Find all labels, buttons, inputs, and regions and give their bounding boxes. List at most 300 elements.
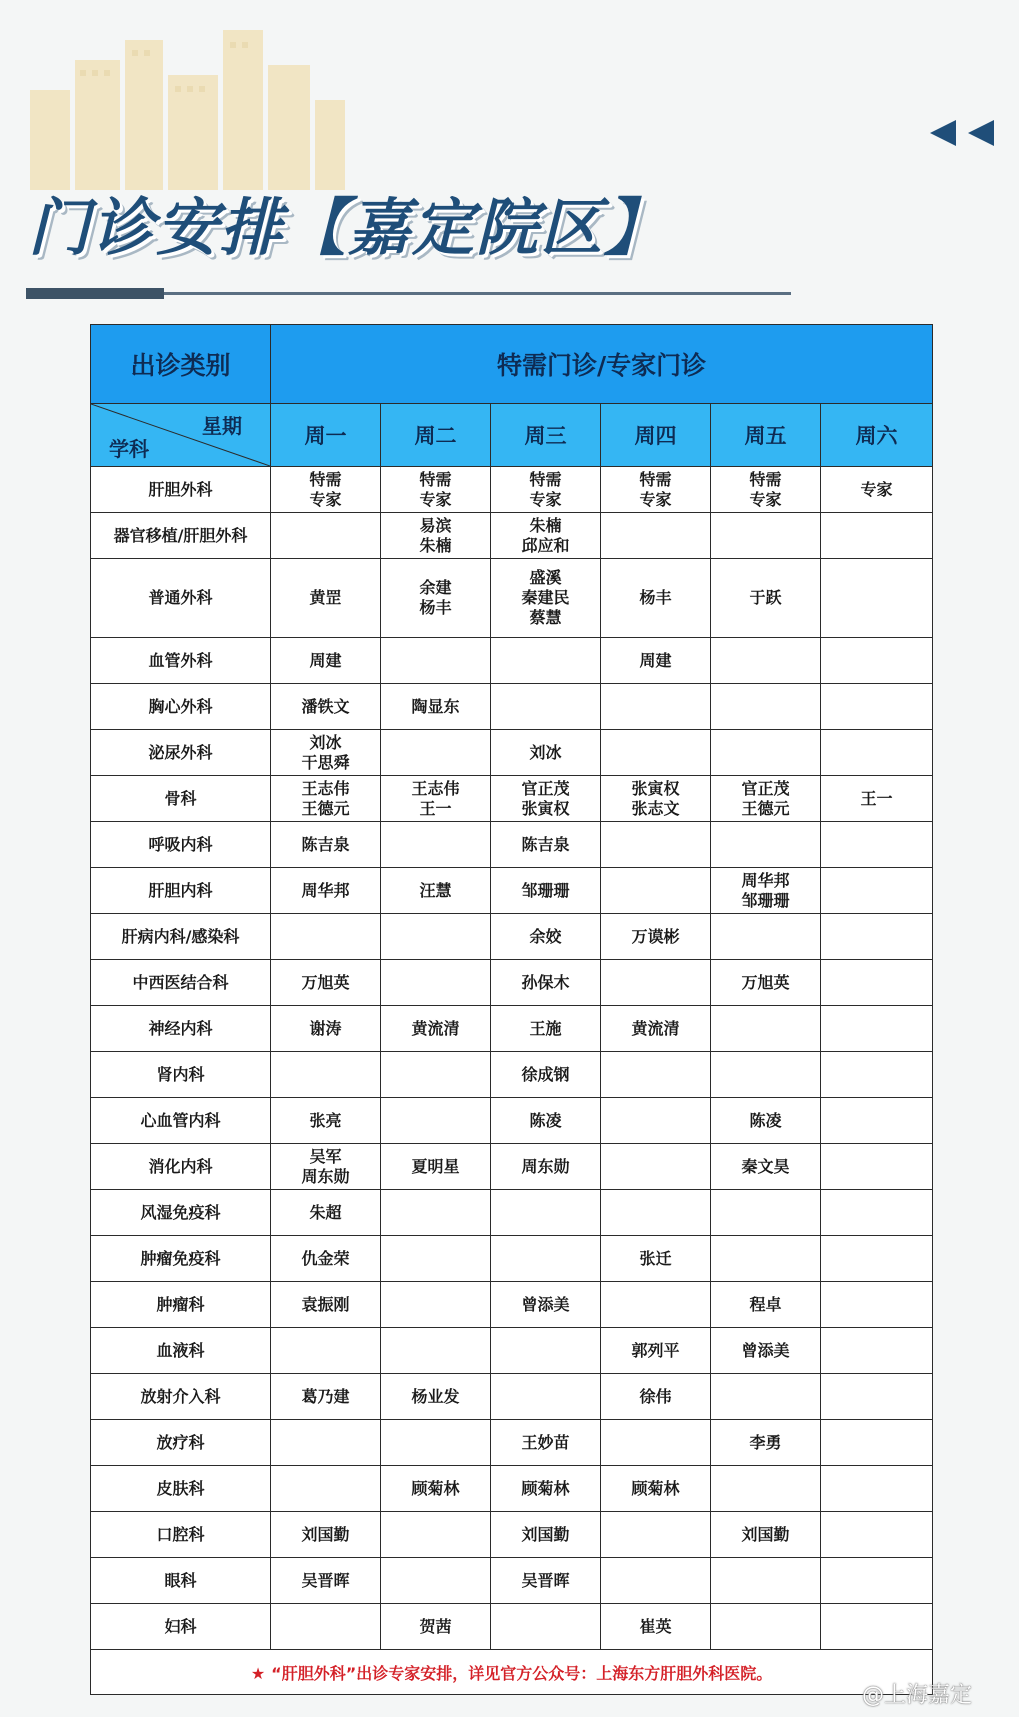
doctor-cell [381, 914, 491, 960]
day-header-wed: 周三 [491, 404, 601, 467]
doctor-name: 周东勋 [301, 1166, 350, 1186]
doctor-cell [711, 914, 821, 960]
doctor-cell [271, 559, 381, 638]
doctor-name: 葛乃建 [301, 1386, 350, 1406]
doctor-name: 朱楠 [419, 535, 452, 555]
table-row [91, 1282, 933, 1328]
doctor-name: 袁振刚 [301, 1294, 350, 1314]
doctor-name: 周华邦 [741, 870, 790, 890]
doctor-name: 谢涛 [309, 1018, 342, 1038]
department-cell: 肾内科 [91, 1052, 271, 1098]
doctor-cell [271, 1604, 381, 1650]
doctor-cell [821, 1374, 933, 1420]
table-row [91, 1328, 933, 1374]
doctor-cell [271, 822, 381, 868]
doctor-name: 刘冰 [529, 742, 562, 762]
doctor-name: 杨丰 [639, 588, 672, 607]
doctor-cell [821, 914, 933, 960]
doctor-cell [271, 730, 381, 776]
category-label-cell: 出诊类别 [91, 325, 271, 404]
doctor-name: 陈吉泉 [301, 834, 350, 854]
clinic-schedule-table [90, 324, 933, 1695]
doctor-cell [381, 1006, 491, 1052]
doctor-cell [271, 1466, 381, 1512]
day-header-thu: 周四 [601, 404, 711, 467]
diagonal-header-cell [91, 404, 271, 467]
doctor-name: 邹珊珊 [521, 880, 570, 900]
table-row [91, 684, 933, 730]
doctor-cell [711, 513, 821, 559]
table-row [91, 1236, 933, 1282]
doctor-name: 邹珊珊 [741, 890, 790, 910]
doctor-name: 刘国勤 [741, 1524, 790, 1544]
doctor-cell [601, 684, 711, 730]
doctor-cell [271, 1236, 381, 1282]
doctor-name: 顾菊林 [631, 1478, 680, 1498]
department-cell: 肝胆外科 [91, 467, 271, 513]
doctor-name: 专家 [639, 489, 672, 509]
doctor-cell [381, 1512, 491, 1558]
doctor-cell [711, 1374, 821, 1420]
doctor-cell [491, 638, 601, 684]
doctor-cell [711, 1420, 821, 1466]
department-cell: 血液科 [91, 1328, 271, 1374]
doctor-cell [271, 684, 381, 730]
doctor-name: 张寅权 [521, 798, 570, 818]
doctor-cell [711, 1604, 821, 1650]
doctor-name: 王志伟 [301, 778, 350, 798]
doctor-name: 余姣 [529, 926, 562, 946]
doctor-cell [381, 960, 491, 1006]
doctor-cell [821, 1190, 933, 1236]
doctor-name: 王施 [529, 1018, 562, 1038]
doctor-cell [601, 638, 711, 684]
doctor-cell [491, 1052, 601, 1098]
doctor-cell [491, 1190, 601, 1236]
doctor-cell [821, 730, 933, 776]
doctor-cell [381, 638, 491, 684]
department-cell: 呼吸内科 [91, 822, 271, 868]
doctor-cell [821, 1098, 933, 1144]
back-arrows-icon[interactable] [930, 118, 1000, 148]
doctor-cell [381, 1328, 491, 1374]
day-header-fri: 周五 [711, 404, 821, 467]
doctor-name: 顾菊林 [521, 1478, 570, 1498]
doctor-cell [821, 1512, 933, 1558]
doctor-cell [381, 1144, 491, 1190]
department-cell: 中西医结合科 [91, 960, 271, 1006]
department-cell: 肿瘤科 [91, 1282, 271, 1328]
doctor-cell [271, 1006, 381, 1052]
doctor-cell [711, 684, 821, 730]
doctor-name: 黄罡 [309, 588, 342, 607]
doctor-cell [491, 1604, 601, 1650]
doctor-cell [381, 868, 491, 914]
doctor-cell [381, 1052, 491, 1098]
table-row [91, 513, 933, 559]
doctor-name: 易滨 [419, 515, 452, 535]
doctor-name: 刘国勤 [301, 1524, 350, 1544]
doctor-cell [601, 513, 711, 559]
doctor-cell [601, 730, 711, 776]
doctor-name: 张迁 [639, 1248, 672, 1268]
doctor-cell [271, 638, 381, 684]
doctor-cell [711, 467, 821, 513]
doctor-name: 徐成钢 [521, 1064, 570, 1084]
doctor-name: 朱超 [309, 1202, 342, 1222]
doctor-cell [711, 1558, 821, 1604]
doctor-name: 万旭英 [301, 972, 350, 992]
doctor-cell [271, 1558, 381, 1604]
doctor-name: 吴晋晖 [301, 1570, 350, 1590]
doctor-name: 特需 [749, 469, 782, 489]
doctor-name: 于跃 [749, 588, 782, 607]
doctor-cell [711, 868, 821, 914]
clinic-type-cell: 特需门诊/专家门诊 [271, 325, 933, 404]
doctor-name: 干思舜 [301, 752, 350, 772]
doctor-cell [711, 776, 821, 822]
doctor-cell [381, 684, 491, 730]
doctor-name: 贺茜 [419, 1616, 452, 1636]
doctor-cell [821, 1328, 933, 1374]
doctor-name: 蔡慧 [529, 608, 562, 627]
doctor-cell [381, 1466, 491, 1512]
doctor-cell [381, 1282, 491, 1328]
doctor-name: 朱楠 [529, 515, 562, 535]
doctor-cell [491, 1374, 601, 1420]
doctor-cell [491, 822, 601, 868]
doctor-cell [601, 776, 711, 822]
doctor-cell [381, 1190, 491, 1236]
doctor-name: 陈凌 [749, 1110, 782, 1130]
doctor-cell [601, 914, 711, 960]
doctor-name: 官正茂 [741, 778, 790, 798]
doctor-cell [491, 559, 601, 638]
doctor-cell [491, 1006, 601, 1052]
doctor-cell [491, 960, 601, 1006]
table-row [91, 1374, 933, 1420]
doctor-cell [601, 1512, 711, 1558]
doctor-cell [491, 776, 601, 822]
doctor-cell [601, 822, 711, 868]
table-row [91, 960, 933, 1006]
doctor-cell [271, 1190, 381, 1236]
doctor-name: 盛溪 [529, 568, 562, 587]
table-row [91, 1098, 933, 1144]
doctor-name: 吴军 [309, 1146, 342, 1166]
doctor-cell [711, 1190, 821, 1236]
doctor-cell [711, 1466, 821, 1512]
doctor-name: 王一 [419, 798, 452, 818]
doctor-cell [491, 730, 601, 776]
doctor-name: 顾菊林 [411, 1478, 460, 1498]
table-row [91, 638, 933, 684]
department-cell: 神经内科 [91, 1006, 271, 1052]
doctor-cell [821, 1282, 933, 1328]
doctor-cell [601, 1144, 711, 1190]
doctor-cell [271, 960, 381, 1006]
doctor-cell [491, 684, 601, 730]
doctor-cell [491, 467, 601, 513]
doctor-name: 汪慧 [419, 880, 452, 900]
doctor-cell [271, 467, 381, 513]
watermark: @上海嘉定 [862, 1683, 973, 1708]
doctor-name: 秦文昊 [741, 1156, 790, 1176]
doctor-name: 刘国勤 [521, 1524, 570, 1544]
doctor-cell [711, 1512, 821, 1558]
doctor-cell [271, 513, 381, 559]
doctor-name: 杨业发 [411, 1386, 460, 1406]
department-cell: 风湿免疫科 [91, 1190, 271, 1236]
doctor-cell [821, 868, 933, 914]
doctor-name: 王德元 [301, 798, 350, 818]
doctor-cell [821, 960, 933, 1006]
table-row [91, 730, 933, 776]
doctor-name: 仇金荣 [301, 1248, 350, 1268]
doctor-name: 陈凌 [529, 1110, 562, 1130]
department-cell: 消化内科 [91, 1144, 271, 1190]
doctor-name: 邱应和 [521, 535, 570, 555]
doctor-name: 周华邦 [301, 880, 350, 900]
doctor-cell [271, 1512, 381, 1558]
doctor-cell [271, 1282, 381, 1328]
doctor-name: 李勇 [749, 1432, 782, 1452]
table-row [91, 1144, 933, 1190]
doctor-name: 陈吉泉 [521, 834, 570, 854]
doctor-cell [711, 1328, 821, 1374]
page-title: 门诊安排【嘉定院区】 [28, 191, 669, 264]
table-row [91, 914, 933, 960]
doctor-cell [381, 513, 491, 559]
doctor-name: 徐伟 [639, 1386, 672, 1406]
doctor-cell [821, 1236, 933, 1282]
table-row [91, 1466, 933, 1512]
department-cell: 普通外科 [91, 559, 271, 638]
doctor-cell [271, 776, 381, 822]
doctor-cell [491, 1466, 601, 1512]
doctor-cell [381, 776, 491, 822]
doctor-cell [821, 1144, 933, 1190]
doctor-name: 周建 [309, 650, 342, 670]
department-cell: 眼科 [91, 1558, 271, 1604]
footnote-text: “肝胆外科”出诊专家安排，详见官方公众号：上海东方肝胆外科医院。 [271, 1663, 773, 1683]
doctor-name: 万谟彬 [631, 926, 680, 946]
table-row [91, 559, 933, 638]
doctor-cell [491, 1282, 601, 1328]
department-cell: 妇科 [91, 1604, 271, 1650]
doctor-name: 曾添美 [741, 1340, 790, 1360]
doctor-name: 程卓 [749, 1294, 782, 1314]
doctor-cell [711, 1236, 821, 1282]
table-row [91, 868, 933, 914]
doctor-cell [271, 1052, 381, 1098]
doctor-name: 余建 [419, 578, 452, 597]
doctor-name: 张志文 [631, 798, 680, 818]
doctor-cell [601, 1420, 711, 1466]
doctor-cell [601, 1558, 711, 1604]
doctor-cell [601, 1098, 711, 1144]
table-row [91, 1420, 933, 1466]
department-cell: 器官移植/肝胆外科 [91, 513, 271, 559]
doctor-name: 王妙苗 [521, 1432, 570, 1452]
table-row [91, 1006, 933, 1052]
department-cell: 放射介入科 [91, 1374, 271, 1420]
department-cell: 胸心外科 [91, 684, 271, 730]
doctor-name: 特需 [309, 469, 342, 489]
doctor-name: 孙保木 [521, 972, 570, 992]
doctor-name: 秦建民 [521, 588, 570, 607]
doctor-cell [601, 1190, 711, 1236]
table-row [91, 467, 933, 513]
doctor-cell [381, 559, 491, 638]
department-cell: 肝胆内科 [91, 868, 271, 914]
doctor-cell [491, 914, 601, 960]
doctor-cell [711, 1144, 821, 1190]
doctor-cell [821, 559, 933, 638]
doctor-name: 吴晋晖 [521, 1570, 570, 1590]
doctor-name: 专家 [309, 489, 342, 509]
doctor-cell [601, 1052, 711, 1098]
doctor-cell [381, 822, 491, 868]
doctor-cell [601, 467, 711, 513]
doctor-cell [601, 1236, 711, 1282]
doctor-name: 王志伟 [411, 778, 460, 798]
doctor-cell [271, 868, 381, 914]
doctor-name: 崔英 [639, 1616, 672, 1636]
doctor-cell [491, 868, 601, 914]
doctor-cell [821, 1006, 933, 1052]
doctor-name: 特需 [639, 469, 672, 489]
doctor-cell [711, 1282, 821, 1328]
doctor-name: 杨丰 [419, 598, 452, 617]
doctor-cell [711, 638, 821, 684]
doctor-name: 张寅权 [631, 778, 680, 798]
doctor-name: 夏明星 [411, 1156, 460, 1176]
doctor-name: 潘铁文 [301, 696, 350, 716]
doctor-name: 专家 [529, 489, 562, 509]
doctor-cell [821, 638, 933, 684]
department-cell: 肝病内科/感染科 [91, 914, 271, 960]
doctor-name: 专家 [419, 489, 452, 509]
footnote-row [91, 1650, 933, 1695]
doctor-cell [491, 1512, 601, 1558]
table-row [91, 776, 933, 822]
doctor-cell [491, 1236, 601, 1282]
doctor-cell [821, 1052, 933, 1098]
doctor-cell [381, 467, 491, 513]
doctor-cell [601, 1374, 711, 1420]
doctor-cell [601, 559, 711, 638]
doctor-cell [711, 822, 821, 868]
doctor-name: 特需 [529, 469, 562, 489]
doctor-cell [491, 1144, 601, 1190]
weekday-label: 星期 [202, 414, 242, 438]
doctor-cell [381, 1098, 491, 1144]
doctor-name: 曾添美 [521, 1294, 570, 1314]
doctor-cell [821, 684, 933, 730]
table-row [91, 1190, 933, 1236]
doctor-name: 张亮 [309, 1110, 342, 1130]
department-label: 学科 [109, 437, 149, 461]
doctor-name: 官正茂 [521, 778, 570, 798]
doctor-name: 王德元 [741, 798, 790, 818]
doctor-cell [821, 1558, 933, 1604]
doctor-name: 王一 [860, 788, 893, 808]
doctor-cell [491, 1328, 601, 1374]
doctor-cell [821, 513, 933, 559]
doctor-cell [711, 1006, 821, 1052]
department-cell: 心血管内科 [91, 1098, 271, 1144]
doctor-cell [601, 1466, 711, 1512]
doctor-name: 郭列平 [631, 1340, 680, 1360]
doctor-cell [381, 1558, 491, 1604]
doctor-cell [821, 776, 933, 822]
doctor-cell [711, 1098, 821, 1144]
doctor-cell [491, 1558, 601, 1604]
doctor-cell [821, 1420, 933, 1466]
doctor-name: 万旭英 [741, 972, 790, 992]
table-row [91, 1052, 933, 1098]
department-cell: 皮肤科 [91, 1466, 271, 1512]
table-row [91, 1604, 933, 1650]
doctor-cell [271, 1144, 381, 1190]
doctor-cell [271, 1328, 381, 1374]
doctor-name: 周建 [639, 650, 672, 670]
doctor-cell [381, 1236, 491, 1282]
doctor-cell [601, 1006, 711, 1052]
table-row [91, 822, 933, 868]
doctor-cell [601, 868, 711, 914]
star-icon: ★ [250, 1663, 266, 1683]
footnote-cell [91, 1650, 933, 1695]
doctor-cell [381, 1420, 491, 1466]
doctor-cell [711, 1052, 821, 1098]
department-cell: 骨科 [91, 776, 271, 822]
doctor-cell [821, 822, 933, 868]
doctor-cell [601, 960, 711, 1006]
doctor-cell [601, 1604, 711, 1650]
day-header-sat: 周六 [821, 404, 933, 467]
header-row-days [91, 404, 933, 467]
doctor-name: 专家 [860, 479, 893, 499]
doctor-cell [711, 559, 821, 638]
doctor-cell [271, 1098, 381, 1144]
department-cell: 放疗科 [91, 1420, 271, 1466]
doctor-cell [381, 1374, 491, 1420]
department-cell: 肿瘤免疫科 [91, 1236, 271, 1282]
table-row [91, 1512, 933, 1558]
schedule-body [91, 467, 933, 1650]
doctor-name: 专家 [749, 489, 782, 509]
title-underline-accent [26, 288, 164, 299]
doctor-cell [711, 960, 821, 1006]
doctor-name: 特需 [419, 469, 452, 489]
doctor-cell [271, 1374, 381, 1420]
doctor-cell [271, 1420, 381, 1466]
doctor-cell [821, 1604, 933, 1650]
doctor-cell [711, 730, 821, 776]
doctor-cell [821, 467, 933, 513]
doctor-name: 黄流清 [631, 1018, 680, 1038]
day-header-mon: 周一 [271, 404, 381, 467]
day-header-tue: 周二 [381, 404, 491, 467]
doctor-name: 刘冰 [309, 732, 342, 752]
doctor-cell [601, 1282, 711, 1328]
doctor-cell [821, 1466, 933, 1512]
doctor-cell [381, 730, 491, 776]
doctor-name: 黄流清 [411, 1018, 460, 1038]
doctor-cell [491, 513, 601, 559]
